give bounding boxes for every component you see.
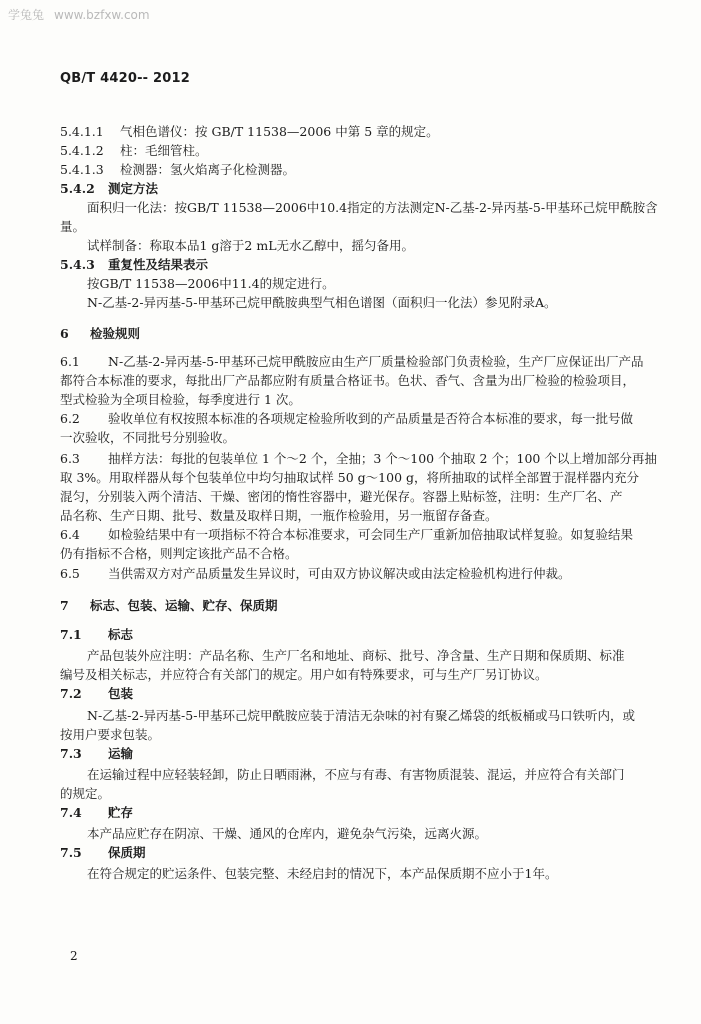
clause-text: 抽样方法：每批的包装单位 1 个～2 个，全抽；3 个～100 个抽取 2 个；100 个以上增加部分再抽 bbox=[108, 451, 657, 466]
paragraph-line: 的规定。 bbox=[60, 786, 111, 801]
clause-heading: 重复性及结果表示 bbox=[108, 257, 209, 272]
clause-7-3-heading bbox=[60, 746, 133, 761]
clause-6-4 bbox=[60, 527, 633, 542]
clause-text: 验收单位有权按照本标准的各项规定检验所收到的产品质量是否符合本标准的要求，每一批号做 bbox=[108, 411, 634, 426]
paragraph-line: 面积归一化法：按GB/T 11538—2006中10.4指定的方法测定N-乙基-2-异丙基-5-甲基环己烷甲酰胺含 bbox=[87, 200, 658, 215]
clause-number: 6.1 bbox=[60, 354, 80, 369]
clause-6-2 bbox=[60, 411, 633, 426]
clause-text: 柱：毛细管柱。 bbox=[120, 143, 208, 158]
clause-text: 如检验结果中有一项指标不符合本标准要求，可会同生产厂重新加倍抽取试样复验。如复验结果 bbox=[108, 527, 634, 542]
clause-5-4-2-heading bbox=[60, 181, 158, 196]
clause-number: 5.4.3 bbox=[60, 257, 95, 272]
paragraph-line: 试样制备：称取本品1 g溶于2 mL无水乙醇中，摇匀备用。 bbox=[87, 238, 415, 253]
section-number: 6 bbox=[60, 326, 69, 341]
clause-6-5 bbox=[60, 566, 571, 581]
clause-number: 6.3 bbox=[60, 451, 80, 466]
clause-number: 6.4 bbox=[60, 527, 80, 542]
clause-7-1-heading bbox=[60, 627, 133, 642]
clause-5-4-1-1 bbox=[60, 124, 439, 139]
paragraph-line: 在运输过程中应轻装轻卸，防止日晒雨淋，不应与有毒、有害物质混装、混运，并应符合有关部门 bbox=[87, 767, 625, 782]
paragraph-line: 取 3%。用取样器从每个包装单位中均匀抽取试样 50 g～100 g，将所抽取的试样全部置于混样器内充分 bbox=[60, 470, 639, 485]
clause-text: 检测器：氢火焰离子化检测器。 bbox=[120, 162, 296, 177]
paragraph-line: N-乙基-2-异丙基-5-甲基环己烷甲酰胺典型气相色谱图（面积归一化法）参见附录A。 bbox=[87, 295, 557, 310]
paragraph-line: 量。 bbox=[60, 219, 86, 234]
clause-number: 7.4 bbox=[60, 805, 82, 820]
paragraph-line: 本产品应贮存在阴凉、干燥、通风的仓库内，避免杂气污染，远离火源。 bbox=[87, 826, 488, 841]
clause-5-4-1-2 bbox=[60, 143, 208, 158]
clause-7-5-heading bbox=[60, 845, 146, 860]
clause-number: 7.2 bbox=[60, 686, 82, 701]
page-number: 2 bbox=[70, 949, 78, 963]
section-title: 检验规则 bbox=[90, 326, 141, 341]
watermark bbox=[8, 6, 160, 23]
watermark-site-url: www.bzfxw.com bbox=[54, 8, 150, 22]
clause-number: 6.5 bbox=[60, 566, 80, 581]
standard-code: QB/T 4420-- 2012 bbox=[60, 71, 190, 86]
paragraph-line: 编号及相关标志，并应符合有关部门的规定。用户如有特殊要求，可与生产厂另订协议。 bbox=[60, 667, 548, 682]
paragraph-line: 在符合规定的贮运条件、包装完整、未经启封的情况下，本产品保质期不应小于1年。 bbox=[87, 866, 558, 881]
clause-text: 气相色谱仪：按 GB/T 11538—2006 中第 5 章的规定。 bbox=[120, 124, 439, 139]
clause-number: 5.4.2 bbox=[60, 181, 95, 196]
clause-number: 6.2 bbox=[60, 411, 80, 426]
clause-number: 5.4.1.3 bbox=[60, 162, 104, 177]
paragraph-line: 产品包装外应注明：产品名称、生产厂名和地址、商标、批号、净含量、生产日期和保质期、标准 bbox=[87, 648, 625, 663]
clause-number: 7.5 bbox=[60, 845, 82, 860]
clause-number: 7.1 bbox=[60, 627, 82, 642]
paragraph-line: 按用户要求包装。 bbox=[60, 727, 161, 742]
clause-7-2-heading bbox=[60, 686, 133, 701]
section-title: 标志、包装、运输、贮存、保质期 bbox=[90, 598, 278, 613]
paragraph-line: 一次验收，不同批号分别验收。 bbox=[60, 430, 236, 445]
paragraph-line: 按GB/T 11538—2006中11.4的规定进行。 bbox=[87, 276, 335, 291]
clause-number: 5.4.1.2 bbox=[60, 143, 104, 158]
clause-heading: 测定方法 bbox=[108, 181, 159, 196]
paragraph-line: 品名称、生产日期、批号、数量及取样日期，一瓶作检验用，另一瓶留存备查。 bbox=[60, 508, 498, 523]
clause-6-3 bbox=[60, 451, 657, 466]
clause-heading: 包装 bbox=[108, 686, 134, 701]
paragraph-line: 混匀，分别装入两个清洁、干燥、密闭的惰性容器中，避光保存。容器上贴标签，注明：生产厂名、产 bbox=[60, 489, 623, 504]
clause-text: N-乙基-2-异丙基-5-甲基环己烷甲酰胺应由生产厂质量检验部门负责检验，生产厂应保证出厂产品 bbox=[108, 354, 644, 369]
paragraph-line: 仍有指标不合格，则判定该批产品不合格。 bbox=[60, 546, 298, 561]
paragraph-line: 都符合本标准的要求，每批出厂产品都应附有质量合格证书。色状、香气、含量为出厂检验的检验项目， bbox=[60, 373, 636, 388]
section-number: 7 bbox=[60, 598, 69, 613]
clause-heading: 保质期 bbox=[108, 845, 146, 860]
paragraph-line: N-乙基-2-异丙基-5-甲基环己烷甲酰胺应装于清洁无杂味的衬有聚乙烯袋的纸板桶或马口铁听内，或 bbox=[87, 708, 635, 723]
watermark-site-name: 学兔兔 bbox=[8, 8, 45, 22]
clause-number: 7.3 bbox=[60, 746, 82, 761]
clause-heading: 标志 bbox=[108, 627, 134, 642]
section-7-heading bbox=[60, 598, 278, 613]
paragraph-line: 型式检验为全项目检验，每季度进行 1 次。 bbox=[60, 392, 301, 407]
clause-5-4-3-heading bbox=[60, 257, 208, 272]
clause-6-1 bbox=[60, 354, 643, 369]
clause-5-4-1-3 bbox=[60, 162, 295, 177]
clause-heading: 贮存 bbox=[108, 805, 134, 820]
section-6-heading bbox=[60, 326, 140, 341]
clause-text: 当供需双方对产品质量发生异议时，可由双方协议解决或由法定检验机构进行仲裁。 bbox=[108, 566, 571, 581]
clause-number: 5.4.1.1 bbox=[60, 124, 104, 139]
clause-7-4-heading bbox=[60, 805, 133, 820]
clause-heading: 运输 bbox=[108, 746, 134, 761]
